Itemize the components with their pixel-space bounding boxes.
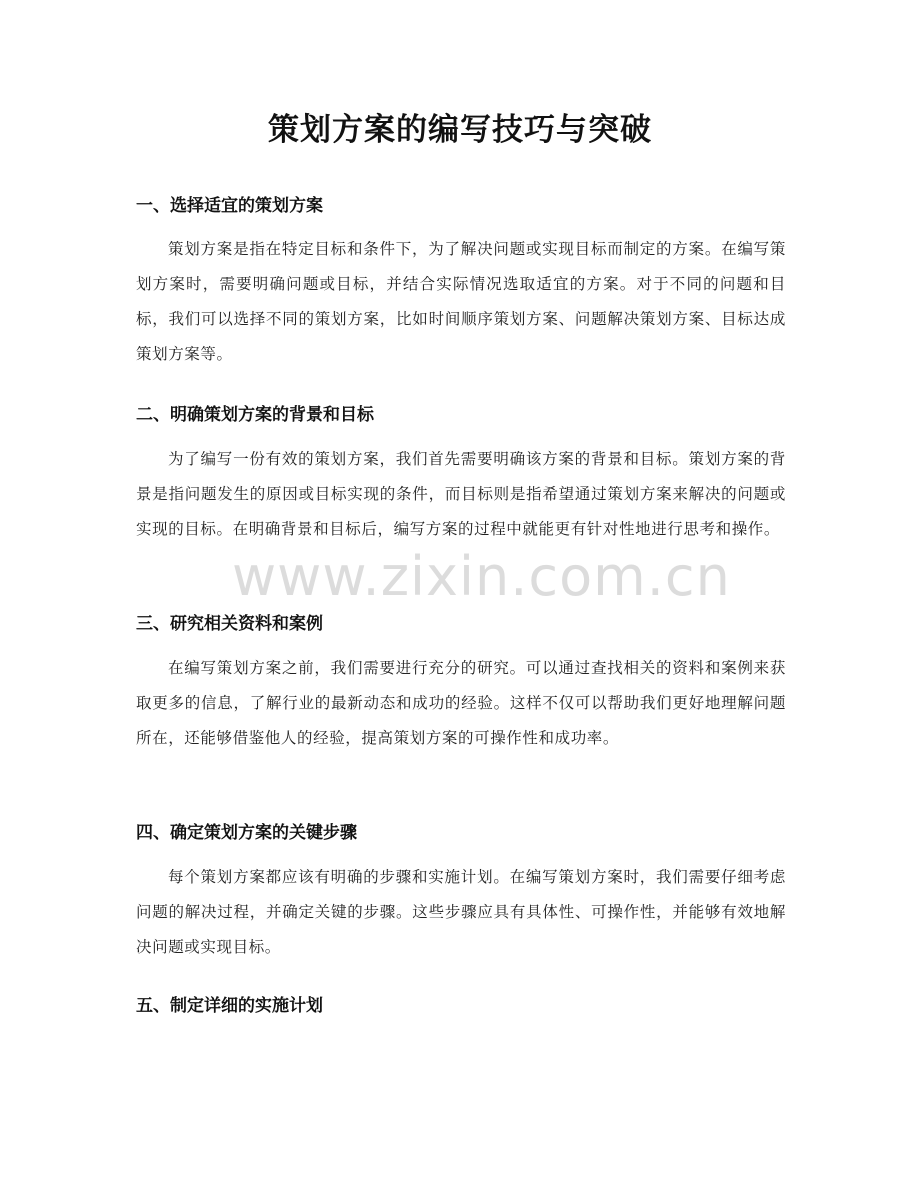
section-heading-5: 五、制定详细的实施计划 <box>136 996 323 1016</box>
watermark: www.zixin.com.cn <box>232 545 731 608</box>
section-heading-2: 二、明确策划方案的背景和目标 <box>136 405 374 425</box>
section-paragraph-3: 在编写策划方案之前，我们需要进行充分的研究。可以通过查找相关的资料和案例来获取更多的信息，了解行业的最新动态和成功的经验。这样不仅可以帮助我们更好地理解问题所在，还能够借鉴他人的经验，提高策划方案的可操作性和成功率。 <box>136 659 786 747</box>
section-paragraph-4: 每个策划方案都应该有明确的步骤和实施计划。在编写策划方案时，我们需要仔细考虑问题的解决过程，并确定关键的步骤。这些步骤应具有具体性、可操作性，并能够有效地解决问题或实现目标。 <box>136 868 786 956</box>
section-paragraph-2: 为了编写一份有效的策划方案，我们首先需要明确该方案的背景和目标。策划方案的背景是指问题发生的原因或目标实现的条件，而目标则是指希望通过策划方案来解决的问题或实现的目标。在明确背景和目标后，编写方案的过程中就能更有针对性地进行思考和操作。 <box>136 450 786 538</box>
section-heading-1: 一、选择适宜的策划方案 <box>136 196 323 216</box>
document-title: 策划方案的编写技巧与突破 <box>268 112 652 148</box>
section-heading-4: 四、确定策划方案的关键步骤 <box>136 823 357 843</box>
section-heading-3: 三、研究相关资料和案例 <box>136 614 323 634</box>
section-paragraph-1: 策划方案是指在特定目标和条件下，为了解决问题或实现目标而制定的方案。在编写策划方案时，需要明确问题或目标，并结合实际情况选取适宜的方案。对于不同的问题和目标，我们可以选择不同的策划方案，比如时间顺序策划方案、问题解决策划方案、目标达成策划方案等。 <box>136 240 786 363</box>
